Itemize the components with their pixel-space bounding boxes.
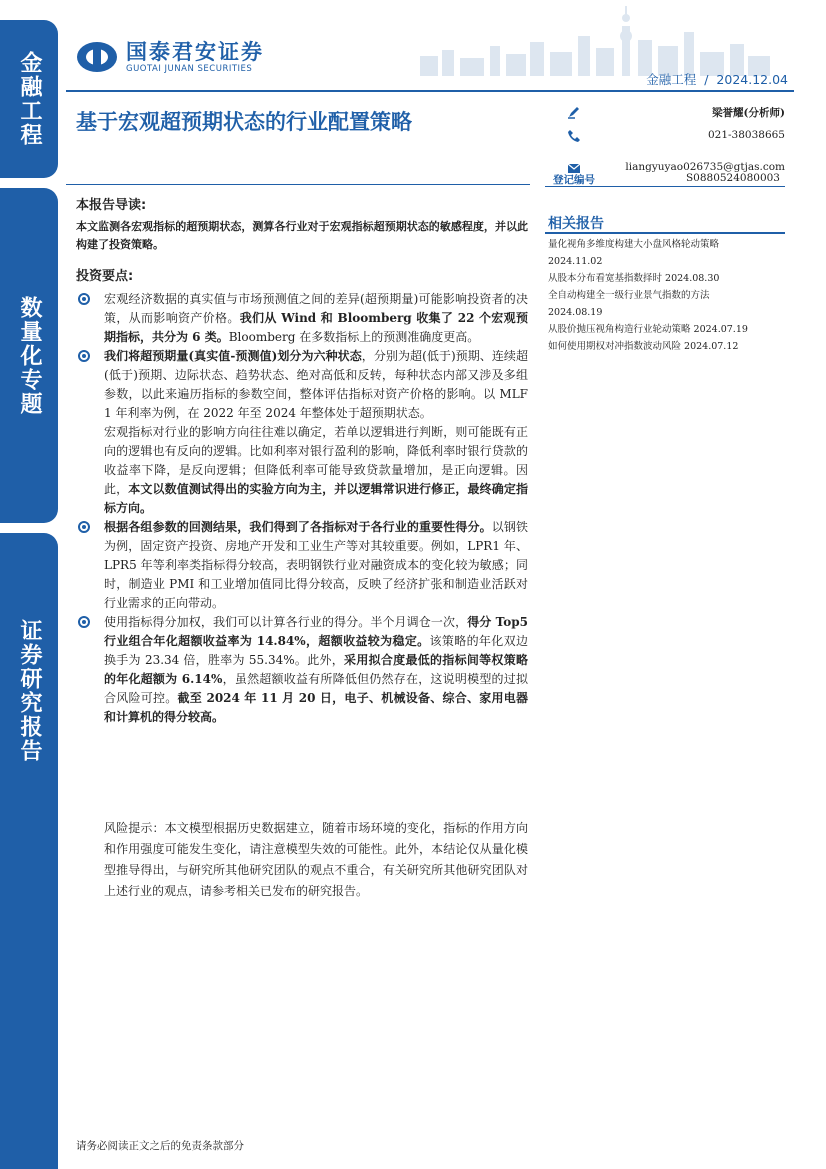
- point-item: [76, 347, 528, 423]
- analyst-name: 梁誉耀(分析师): [712, 107, 785, 119]
- point-text: 该策略的年化双边换手为 23.34 倍，胜率为 55.34%。此外，: [104, 634, 528, 667]
- side-tab-financial-engineering: [0, 20, 58, 178]
- brand-logo-icon: [76, 40, 118, 74]
- analyst-divider: [545, 186, 785, 187]
- related-report-link[interactable]: 如何使用期权对冲指数波动风险 2024.07.12: [548, 341, 739, 352]
- point-item: [76, 290, 528, 347]
- side-tab-label: 数量化专题: [17, 295, 42, 416]
- related-report-date: 2024.08.19: [548, 307, 603, 318]
- related-reports-title: 相关报告: [548, 216, 604, 232]
- lead-text: 本文监测各宏观指标的超预期状态，测算各行业对于宏观指标超预期状态的敏感程度，并以此构建了投资策略。: [76, 220, 528, 251]
- point-item: [76, 613, 528, 727]
- analyst-info: [545, 103, 785, 175]
- analyst-phone: 021-38038665: [707, 129, 785, 141]
- section-divider: [66, 184, 530, 185]
- point-text: ，分别为超(低于)预期、连续超(低于)预期、边际状态、趋势状态、绝对高低和反转，每种状态内部又涉及多组参数，以此来遍历指标的参数空间，整体评估指标对资产价格的影响。以 MLF 1 年利率为例，在 2022 年至 2024 年整体处于超预期状态。: [104, 349, 528, 420]
- related-report-link[interactable]: 从股价抛压视角构造行业轮动策略 2024.07.19: [548, 324, 748, 335]
- points-heading: 投资要点:: [76, 269, 134, 284]
- point-text: 使用指标得分加权，我们可以计算各行业的得分。半个月调仓一次，: [104, 615, 468, 629]
- risk-warning: 风险提示：本文模型根据历史数据建立，随着市场环境的变化，指标的作用方向和作用强度可能发生变化，请注意模型失效的可能性。此外，本结论仅从量化模型推导得出，与研究所其他研究团队的观点不重合，有关研究所其他研究团队对上述行业的观点，请参考相关已发布的研究报告。: [104, 821, 528, 898]
- point-text: 宏观指标对行业的影响方向往往难以确定，若单以逻辑进行判断，则可能既有正向的逻辑也有反向的逻辑。比如利率对银行盈利的影响，降低利率时银行贷款的收益率下降，是反向逻辑；但降低利率可能导致贷款量增加，是正向逻辑。因此，: [104, 425, 528, 496]
- point-continuation: [76, 423, 528, 518]
- report-title: 基于宏观超预期状态的行业配置策略: [76, 110, 412, 134]
- bullet-icon: [78, 616, 90, 628]
- investment-points: [76, 290, 528, 727]
- point-text-bold: 得分 Top5 行业组合年化超额收益率为 14.84%，超额收益较为稳定。: [104, 615, 528, 648]
- related-report-date: 2024.11.02: [548, 256, 603, 267]
- point-text: 宏观经济数据的真实值与市场预测值之间的差异(超预期量)可能影响投资者的决策，从而影响资产价格。: [104, 292, 528, 325]
- point-text-bold: 我们从 Wind 和 Bloomberg 收集了 22 个宏观预期指标，共分为 6 类。: [104, 311, 528, 344]
- related-report-link[interactable]: 量化视角多维度构建大小盘风格轮动策略: [548, 239, 720, 250]
- side-tab-label: 金融工程: [17, 51, 42, 147]
- side-tab-label: 证券研究报告: [17, 619, 42, 763]
- registration-number: S0880524080003: [685, 172, 780, 184]
- header-separator: /: [704, 72, 709, 87]
- city-skyline-graphic: [380, 6, 780, 76]
- point-text-bold: 本文以数值测试得出的实验方向为主，并以逻辑常识进行修正，最终确定指标方向。: [104, 482, 528, 515]
- point-text: Bloomberg 在多数指标上的预测准确度更高。: [228, 330, 480, 344]
- lead-heading: 本报告导读:: [76, 198, 147, 213]
- bullet-icon: [78, 350, 90, 362]
- bullet-icon: [78, 293, 90, 305]
- point-item: [76, 518, 528, 613]
- footer-disclaimer: 请务必阅读正文之后的免责条款部分: [76, 1140, 244, 1152]
- header-date: 2024.12.04: [716, 72, 788, 87]
- brand-logo: [76, 40, 264, 74]
- point-text-bold: 我们将超预期量(真实值-预测值)划分为六种状态: [104, 349, 362, 363]
- point-text: 以钢铁为例，固定资产投资、房地产开发和工业生产等对其较重要。例如，LPR1 年、LPR5 年等利率类指标得分较高，表明钢铁行业对融资成本的变化较为敏感；同时，制造业 PMI 和工业增加值同比得分较高，反映了经济扩张和制造业活跃对行业需求的正向带动。: [104, 520, 528, 610]
- related-reports-divider: [545, 232, 785, 234]
- point-text: ，虽然超额收益有所降低但仍然存在，这说明模型的过拟合风险可控。: [104, 672, 528, 705]
- analyst-email[interactable]: liangyuyao026735@gtjas.com: [625, 161, 785, 173]
- registration-label: 登记编号: [553, 174, 595, 186]
- side-tab-research-report: [0, 533, 58, 1169]
- side-tab-quant-topic: [0, 188, 58, 523]
- point-text-bold: 根据各组参数的回测结果，我们得到了各指标对于各行业的重要性得分。: [104, 520, 492, 534]
- brand-name-en: GUOTAI JUNAN SECURITIES: [126, 64, 253, 74]
- related-reports-list: [548, 236, 788, 355]
- point-text-bold: 截至 2024 年 11 月 20 日，电子、机械设备、综合、家用电器和计算机的得分较高。: [104, 691, 528, 724]
- phone-icon: [567, 129, 581, 143]
- brand-name-cn: 国泰君安证券: [126, 40, 264, 64]
- pen-icon: [567, 105, 581, 119]
- bullet-icon: [78, 521, 90, 533]
- point-text-bold: 采用拟合度最低的指标间等权策略的年化超额为 6.14%: [104, 653, 528, 686]
- related-report-link[interactable]: 全自动构建全一级行业景气指数的方法: [548, 290, 710, 301]
- header-meta: [646, 70, 788, 88]
- header-category: 金融工程: [646, 72, 697, 87]
- related-report-link[interactable]: 从股本分布看宽基指数择时 2024.08.30: [548, 273, 720, 284]
- header-divider: [66, 90, 794, 92]
